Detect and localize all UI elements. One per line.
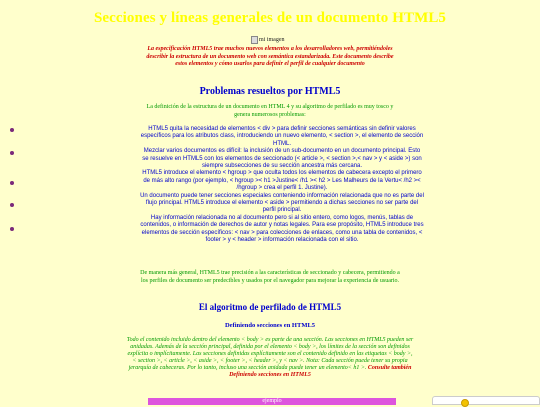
corner-widget[interactable] (432, 396, 540, 405)
problems-lead: La definición de la estructura de un documento en HTML 4 y su algoritmo de perfilado es muy tosco y genera numerosos problemas: (146, 104, 394, 118)
list-item: HTML5 introduce el elemento < hgroup > que oculta todos los elementos de cabecera excepto el primero de más alto rango (por ejemplo, < hgroup >< h1 >Justine< /h1 >< h2 > Les Malheurs de la Vertu< /h2 >< /hgroup > crea el perfil 1. Justine). (142, 170, 422, 192)
list-item: HTML5 quita la necesidad de elementos < div > para definir secciones semánticas sin definir valores específicos para los atributos class, introduciendo un nuevo elemento, < section >, el elemento de sección HTML. (140, 126, 424, 147)
broken-image-icon (251, 36, 258, 44)
problems-list (140, 126, 424, 245)
list-item: Mezclar varios documentos es difícil: la inclusión de un sub-documento en un documento principal. Esto se resuelve en HTML5 con los elementos de seccionado (< article >, < section >,< nav > y < aside >) son siempre subsecciones de su sección ancestra más cercana. (142, 148, 422, 170)
problems-closing: De manera más general, HTML5 trae precisión a las características de seccionado y cabecera, permitiendo a los perfiles de documento ser predecibles y usados por el navegador para mejorar la experiencia de usuario. (140, 270, 400, 284)
bullet-icon (10, 203, 14, 207)
algorithm-paragraph: Todo el contenido incluido dentro del elemento < body > es parte de una sección. Las secciones en HTML5 pueden ser anidadas. Además de la sección principal, definida por el elemento < body >, los límites de la sección son definidos explícita o implícitamente. Las secciones definidas explícitamente son el contenido definido en las etiquetas < body >, < section >, < article >, < aside >, < footer >, < header >, y < nav >. Nota: Cada sección puede tener su propia jerarquía de cabeceras. Por lo tanto, incluso una sección anidada puede tener un elemento< h1 >. (126, 337, 414, 371)
algorithm-text (125, 337, 415, 379)
broken-image (251, 36, 285, 44)
list-item: Un documento puede tener secciones especiales conteniendo información relacionada que no es parte del flujo principal. HTML5 introduce el elemento < aside > permitiendo a dichas secciones no ser parte del perfil principal. (140, 192, 424, 214)
list-item: Hay información relacionada no al documento pero si al sitio entero, como logos, menús, tablas de contenidos, o información de derechos de autor y notas legales. Para ese propósito, HTML5 introduce tres elementos de sección específicos: < nav > para colecciones de enlaces, como una tabla de contenidos, < footer > y < header > información relacionada con el sitio. (140, 214, 424, 244)
see-also-link[interactable]: Consulte también Definiendo secciones en HTML5 (229, 365, 412, 378)
image-alt-text: mi imagen (259, 37, 285, 43)
emoji-icon (461, 399, 469, 407)
example-bar: ejemplo (148, 398, 396, 405)
algorithm-heading: El algoritmo de perfilado de HTML5 (198, 302, 342, 312)
intro-paragraph: La especificación HTML5 trae muchos nuevos elementos a los desarrolladores web, permitiéndoles describir la estructura de un documento web con semántica estandarizada. Este documento describe estos elementos y cómo usarlos para definir el perfil de cualquier documento (146, 46, 394, 67)
bullet-icon (10, 227, 14, 231)
algorithm-subheading: Definiendo secciones en HTML5 (224, 322, 316, 329)
bullet-icon (10, 151, 14, 155)
bullet-icon (10, 181, 14, 185)
bullet-icon (10, 128, 14, 132)
page-title: Secciones y líneas generales de un documento HTML5 (93, 10, 447, 26)
problems-heading: Problemas resueltos por HTML5 (199, 86, 341, 97)
